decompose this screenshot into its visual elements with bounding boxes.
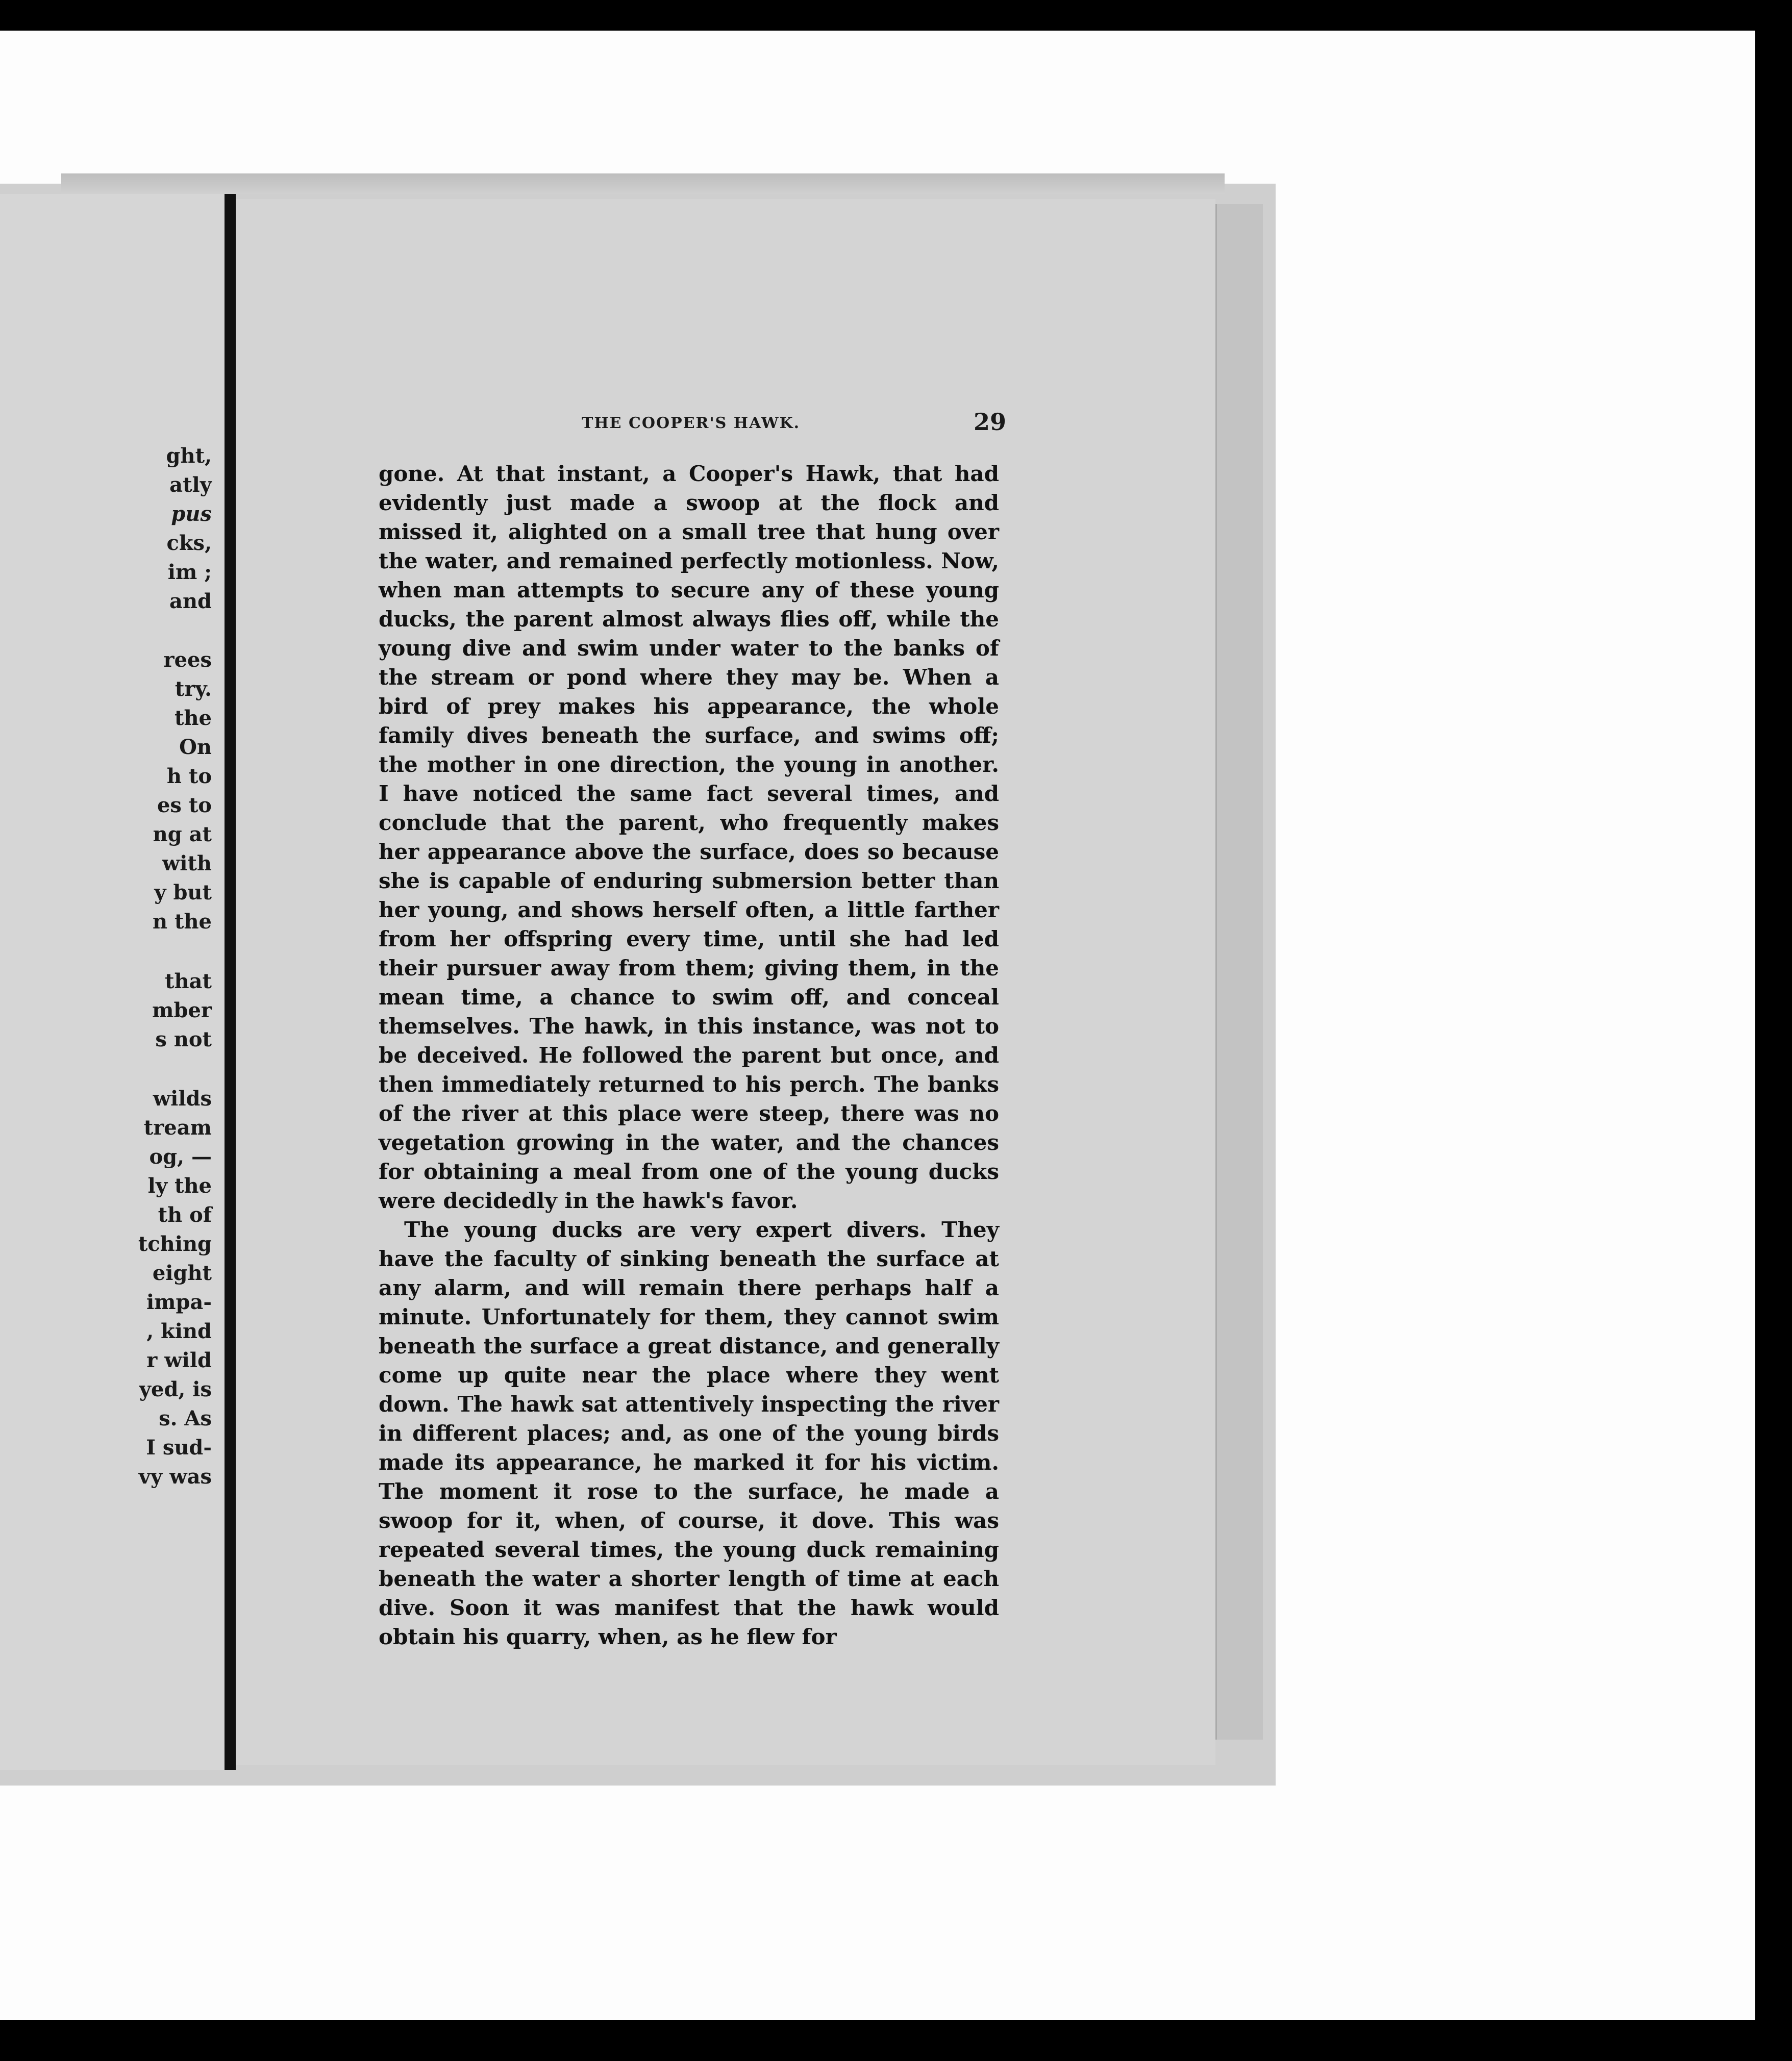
page-edge-stack xyxy=(1215,204,1263,1740)
paragraph: The young ducks are very expert divers. They have the faculty of sinking beneath the surface at any alarm, and will remain there perhaps half a minute. Unfortunately for them, they cannot swim beneath the surface a great distance, and generally come up quite near the place where they went down. The hawk sat attentively inspecting the river in different places; and, as one of the young birds made its appearance, he marked it for his victim. The moment it rose to the surface, he made a swoop for it, when, of course, it dove. This was repeated several times, the young duck remaining beneath the water a shorter length of time at each dive. Soon it was manifest that the hawk would obtain his quarry, when, as he flew for xyxy=(379,1217,999,1649)
left-line-fragment: s. As xyxy=(159,1406,212,1430)
left-line-fragment: ly the xyxy=(147,1174,212,1198)
left-line-fragment: On xyxy=(179,735,212,759)
left-line-fragment: cks, xyxy=(166,531,212,555)
left-line-fragment: es to xyxy=(157,793,212,817)
page-top-curl xyxy=(61,173,1225,194)
left-line-fragment: s not xyxy=(155,1027,212,1051)
left-line-fragment: h to xyxy=(166,764,212,788)
left-line-fragment: yed, is xyxy=(139,1377,212,1401)
left-line-fragment: tream xyxy=(143,1116,212,1140)
left-line-fragment: pus xyxy=(171,502,212,526)
left-line-fragment: rees xyxy=(163,648,212,672)
left-line-fragment: ng at xyxy=(153,822,212,846)
left-line-fragment: I sud- xyxy=(146,1436,212,1460)
left-line-fragment: og, — xyxy=(149,1145,212,1169)
left-line-fragment: y but xyxy=(154,881,212,904)
page-body xyxy=(379,459,999,1651)
left-line-fragment: th of xyxy=(158,1203,212,1227)
left-line-fragment: ght, xyxy=(166,444,212,468)
left-line-fragment: mber xyxy=(152,998,212,1022)
left-line-fragment: with xyxy=(162,851,212,875)
left-line-fragment: that xyxy=(165,969,212,993)
left-line-fragment: , kind xyxy=(146,1319,212,1343)
running-head: THE COOPER'S HAWK. xyxy=(582,414,801,432)
left-line-fragment: wilds xyxy=(153,1087,212,1111)
left-line-fragment: atly xyxy=(169,473,212,497)
left-page xyxy=(0,194,227,1770)
left-line-fragment: impa- xyxy=(146,1290,212,1314)
left-line-fragment: eight xyxy=(152,1261,212,1285)
left-line-fragment: and xyxy=(169,589,212,613)
left-line-fragment: r wild xyxy=(146,1348,212,1372)
scan-border-bottom xyxy=(0,2020,1792,2061)
page-number: 29 xyxy=(974,408,1007,436)
left-line-fragment: try. xyxy=(175,677,212,701)
left-line-fragment: im ; xyxy=(167,560,212,584)
book-gutter xyxy=(225,194,236,1770)
left-line-fragment: n the xyxy=(152,910,212,934)
left-line-fragment: vy was xyxy=(138,1465,212,1489)
left-line-fragment: the xyxy=(174,706,212,730)
paragraph: gone. At that instant, a Cooper's Hawk, that had evidently just made a swoop at the flock and missed it, alighted on a small tree that hung over the water, and remained perfectly motionless. Now, when man attempts to secure any of these young ducks, the parent almost always flies off, while the young dive and swim under water to the banks of the stream or pond where they may be. When a bird of prey makes his appearance, the whole family dives beneath the surface, and swims off; the mother in one direction, the young in another. I have noticed the same fact several times, and conclude that the parent, who frequently makes her appearance above the surface, does so because she is capable of enduring submersion better than her young, and shows herself often, a little farther from her offspring every time, until she had led their pursuer away from them; giving them, in the mean time, a chance to swim off, and conceal themselves. The hawk, in this instance, was not to be deceived. He followed the parent but once, and then immediately returned to his perch. The banks of the river at this place were steep, there was no vegetation growing in the water, and the chances for obtaining a meal from one of the young ducks were decidedly in the hawk's favor. xyxy=(379,461,999,1213)
left-line-fragment: tching xyxy=(138,1232,212,1256)
